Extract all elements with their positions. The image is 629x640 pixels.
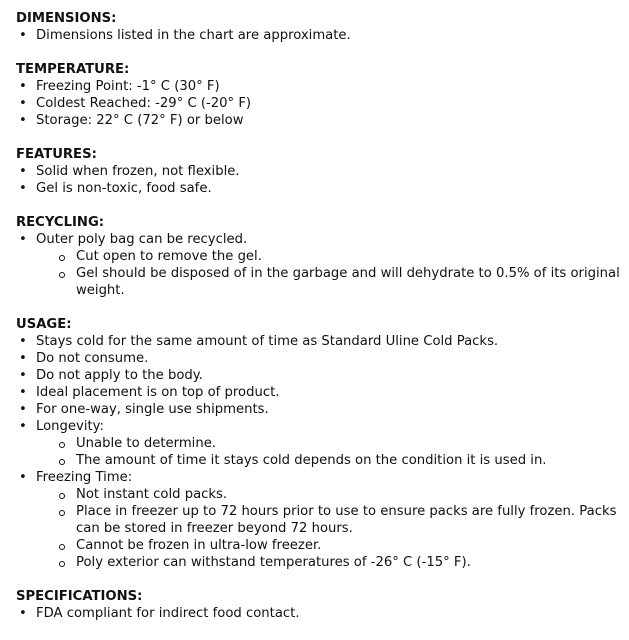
section-temperature: [16, 61, 621, 129]
sub-list-item: Place in freezer up to 72 hours prior to use to ensure packs are fully frozen. Packs can be stored in freezer beyond 72 hours.: [36, 503, 621, 537]
list-item: • Ideal placement is on top of product.: [16, 384, 621, 401]
list-item: • For one-way, single use shipments.: [16, 401, 621, 418]
bullet-list: [16, 333, 621, 571]
section-specifications: [16, 588, 621, 622]
list-item: • Coldest Reached: -29° C (-20° F): [16, 95, 621, 112]
sub-list-item: Not instant cold packs.: [36, 486, 621, 503]
bullet-list: [16, 605, 621, 622]
section-dimensions: [16, 10, 621, 44]
list-item: • Do not consume.: [16, 350, 621, 367]
bullet-list: [16, 27, 621, 44]
sub-list-item: Poly exterior can withstand temperatures of -26° C (-15° F).: [36, 554, 621, 571]
section-heading: TEMPERATURE:: [16, 62, 130, 77]
sub-list-item: Cut open to remove the gel.: [36, 248, 621, 265]
list-item-text: Freezing Time:: [36, 470, 133, 485]
sub-list-item: Cannot be frozen in ultra-low freezer.: [36, 537, 621, 554]
sub-list-item: The amount of time it stays cold depends on the condition it is used in.: [36, 452, 621, 469]
list-item: • Storage: 22° C (72° F) or below: [16, 112, 621, 129]
section-heading: RECYCLING:: [16, 215, 105, 230]
sub-list: [36, 486, 621, 571]
section-heading: FEATURES:: [16, 147, 97, 162]
list-item: [16, 469, 621, 571]
list-item: [16, 231, 621, 299]
section-heading: SPECIFICATIONS:: [16, 589, 143, 604]
section-recycling: [16, 214, 621, 299]
section-features: [16, 146, 621, 197]
bullet-list: [16, 163, 621, 197]
bullet-list: [16, 231, 621, 299]
section-usage: [16, 316, 621, 571]
list-item: • Stays cold for the same amount of time as Standard Uline Cold Packs.: [16, 333, 621, 350]
list-item: • Solid when frozen, not flexible.: [16, 163, 621, 180]
list-item-text: Longevity:: [36, 419, 104, 434]
list-item: • Freezing Point: -1° C (30° F): [16, 78, 621, 95]
section-heading: DIMENSIONS:: [16, 11, 117, 26]
sub-list-item: Unable to determine.: [36, 435, 621, 452]
list-item-text: Outer poly bag can be recycled.: [36, 232, 248, 247]
list-item: • Dimensions listed in the chart are approximate.: [16, 27, 621, 44]
sub-list-item: Gel should be disposed of in the garbage and will dehydrate to 0.5% of its original weight.: [36, 265, 621, 299]
list-item: • Do not apply to the body.: [16, 367, 621, 384]
section-heading: USAGE:: [16, 317, 72, 332]
bullet-list: [16, 78, 621, 129]
list-item: • FDA compliant for indirect food contact.: [16, 605, 621, 622]
sub-list: [36, 248, 621, 299]
list-item: • Gel is non-toxic, food safe.: [16, 180, 621, 197]
sub-list: [36, 435, 621, 469]
list-item: [16, 418, 621, 469]
